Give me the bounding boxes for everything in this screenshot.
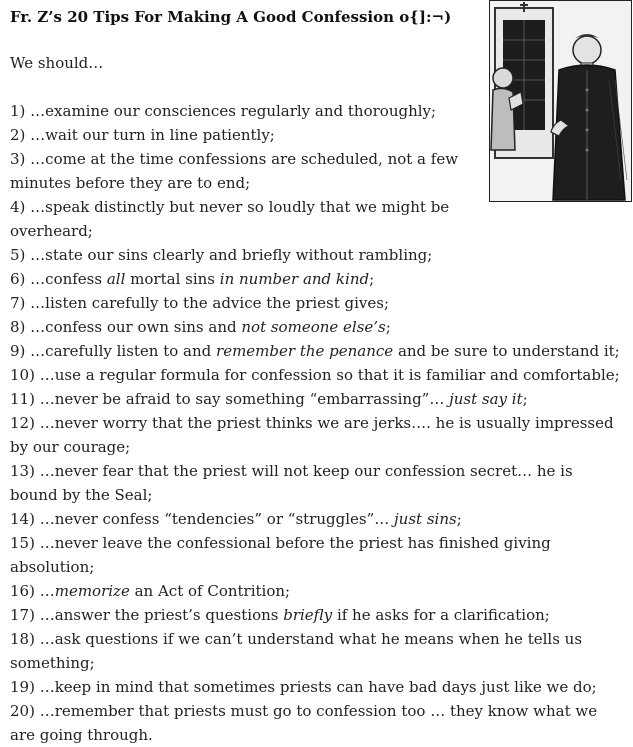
tip-item xyxy=(10,315,622,339)
tip-text: ; xyxy=(456,510,462,528)
tip-text: 9) …carefully listen to and xyxy=(10,342,217,360)
tip-text: 4) …speak distinctly but never so loudly that we might be overheard; xyxy=(10,198,450,240)
tip-text: 8) …confess our own sins and xyxy=(10,318,242,336)
tip-item xyxy=(10,291,622,315)
tip-item xyxy=(10,363,622,387)
tip-text: 13) …never fear that the priest will not keep our confession secret… he is bound by the Seal; xyxy=(10,462,573,504)
tip-emphasis: not someone else’s xyxy=(241,318,386,336)
tip-text: 14) …never confess “tendencies” or “struggles”… xyxy=(10,510,395,528)
tip-text: 7) …listen carefully to the advice the priest gives; xyxy=(10,294,390,312)
tip-text: 17) …answer the priest’s questions xyxy=(10,606,284,624)
tip-text: 15) …never leave the confessional before the priest has finished giving absolution; xyxy=(10,534,551,576)
tip-emphasis: memorize xyxy=(54,582,130,600)
intro-text: We should… xyxy=(10,54,104,72)
tip-text: 10) …use a regular formula for confession so that it is familiar and comfortable; xyxy=(10,366,620,384)
tip-text: 5) …state our sins clearly and briefly without rambling; xyxy=(10,246,433,264)
tip-item xyxy=(10,387,622,411)
tip-text: 3) …come at the time confessions are scheduled, not a few minutes before they are to end; xyxy=(10,150,459,192)
tip-item xyxy=(10,267,622,291)
tip-item xyxy=(10,339,622,363)
tip-item xyxy=(10,531,622,579)
tip-item xyxy=(10,603,622,627)
tip-text: and be sure to understand it; xyxy=(393,342,620,360)
tip-text: 16) … xyxy=(10,582,55,600)
tip-text: 11) …never be afraid to say something “embarrassing”… xyxy=(10,390,450,408)
tip-text: 12) …never worry that the priest thinks we are jerks…. he is usually impressed by our courage; xyxy=(10,414,614,456)
tip-emphasis: remember the penance xyxy=(216,342,394,360)
tip-text: if he asks for a clarification; xyxy=(332,606,550,624)
article xyxy=(10,6,622,747)
tip-text: 6) …confess xyxy=(10,270,107,288)
tip-item xyxy=(10,579,622,603)
tip-text: ; xyxy=(522,390,528,408)
tip-text: an Act of Contrition; xyxy=(129,582,291,600)
tip-text: 18) …ask questions if we can’t understand what he means when he tells us something; xyxy=(10,630,583,672)
tip-item xyxy=(10,699,622,747)
tip-item xyxy=(10,243,622,267)
confessional-priest-illustration xyxy=(489,0,632,202)
tip-item xyxy=(10,675,622,699)
tip-item xyxy=(10,459,622,507)
tip-emphasis: briefly xyxy=(283,606,333,624)
tip-text: 1) …examine our consciences regularly and thoroughly; xyxy=(10,102,437,120)
tip-text: ; xyxy=(369,270,375,288)
tip-item xyxy=(10,627,622,675)
tip-text: 20) …remember that priests must go to confession too … they know what we are going through. xyxy=(10,702,598,744)
tip-item xyxy=(10,411,622,459)
tip-text: 2) …wait our turn in line patiently; xyxy=(10,126,275,144)
tip-text: 19) …keep in mind that sometimes priests can have bad days just like we do; xyxy=(10,678,597,696)
tip-item xyxy=(10,195,622,243)
tip-emphasis: all xyxy=(106,270,126,288)
tip-emphasis: just say it xyxy=(449,390,523,408)
tip-emphasis: in number and kind xyxy=(219,270,370,288)
tip-text: ; xyxy=(385,318,391,336)
page-title: Fr. Z’s 20 Tips For Making A Good Confession o{]:¬) xyxy=(10,8,452,26)
tip-text: mortal sins xyxy=(125,270,220,288)
tip-item xyxy=(10,507,622,531)
tip-emphasis: just sins xyxy=(394,510,457,528)
